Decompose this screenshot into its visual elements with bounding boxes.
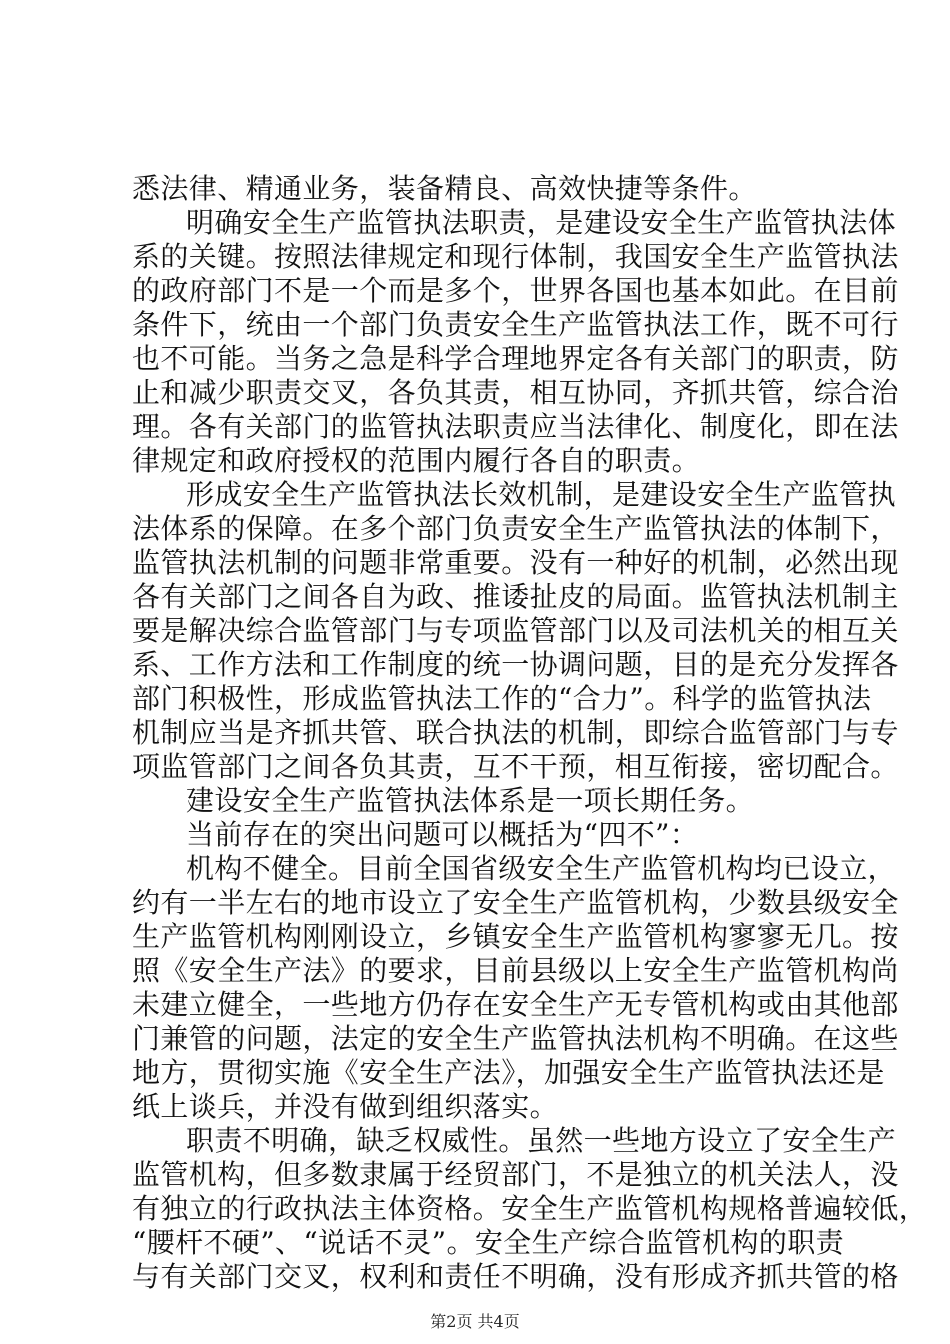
- paragraph-start-line: 明确安全生产监管执法职责，是建设安全生产监管执法体: [186, 206, 897, 239]
- text-line: 项监管部门之间各负其责，互不干预，相互衔接，密切配合。: [132, 750, 899, 783]
- text-line: 的政府部门不是一个而是多个，世界各国也基本如此。在目前: [132, 274, 899, 307]
- text-line: 未建立健全，一些地方仍存在安全生产无专管机构或由其他部: [132, 988, 899, 1021]
- text-line: 律规定和政府授权的范围内履行各自的职责。: [132, 444, 701, 477]
- text-line: 与有关部门交叉，权利和责任不明确，没有形成齐抓共管的格: [132, 1260, 899, 1293]
- text-line: 监管执法机制的问题非常重要。没有一种好的机制，必然出现: [132, 546, 899, 579]
- text-line: 生产监管机构刚刚设立，乡镇安全生产监管机构寥寥无几。按: [132, 920, 899, 953]
- paragraph-start-line: 机构不健全。目前全国省级安全生产监管机构均已设立，: [186, 852, 897, 885]
- paragraph-start-line: 建设安全生产监管执法体系是一项长期任务。: [186, 784, 755, 817]
- text-line: 系、工作方法和工作制度的统一协调问题，目的是充分发挥各: [132, 648, 899, 681]
- text-line: 照《安全生产法》的要求，目前县级以上安全生产监管机构尚: [132, 954, 899, 987]
- text-line: 止和减少职责交叉，各负其责，相互协同，齐抓共管，综合治: [132, 376, 899, 409]
- text-line: 机制应当是齐抓共管、联合执法的机制，即综合监管部门与专: [132, 716, 899, 749]
- text-line: 悉法律、精通业务，装备精良、高效快捷等条件。: [132, 172, 757, 205]
- paragraph-start-line: 形成安全生产监管执法长效机制，是建设安全生产监管执: [186, 478, 897, 511]
- page-footer: 第2页 共4页: [430, 1312, 520, 1331]
- text-line: 监管机构，但多数隶属于经贸部门，不是独立的机关法人，没: [132, 1158, 899, 1191]
- text-line: 也不可能。当务之急是科学合理地界定各有关部门的职责，防: [132, 342, 899, 375]
- text-line: 门兼管的问题，法定的安全生产监管执法机构不明确。在这些: [132, 1022, 899, 1055]
- text-line: “腰杆不硬”、“说话不灵”。安全生产综合监管机构的职责: [132, 1226, 845, 1259]
- text-line: 约有一半左右的地市设立了安全生产监管机构，少数县级安全: [132, 886, 899, 919]
- text-line: 各有关部门之间各自为政、推诿扯皮的局面。监管执法机制主: [132, 580, 899, 613]
- paragraph-start-line: 职责不明确，缺乏权威性。虽然一些地方设立了安全生产: [186, 1124, 897, 1157]
- text-line: 有独立的行政执法主体资格。安全生产监管机构规格普遍较低，: [132, 1192, 928, 1225]
- text-line: 纸上谈兵，并没有做到组织落实。: [132, 1090, 559, 1123]
- text-line: 要是解决综合监管部门与专项监管部门以及司法机关的相互关: [132, 614, 899, 647]
- text-line: 理。各有关部门的监管执法职责应当法律化、制度化，即在法: [132, 410, 899, 443]
- text-line: 条件下，统由一个部门负责安全生产监管执法工作，既不可行: [132, 308, 899, 341]
- text-line: 部门积极性，形成监管执法工作的“合力”。科学的监管执法: [132, 682, 872, 715]
- text-line: 系的关键。按照法律规定和现行体制，我国安全生产监管执法: [132, 240, 899, 273]
- paragraph-start-line: 当前存在的突出问题可以概括为“四不”：: [186, 818, 699, 851]
- text-line: 地方，贯彻实施《安全生产法》，加强安全生产监管执法还是: [132, 1056, 885, 1089]
- text-line: 法体系的保障。在多个部门负责安全生产监管执法的体制下，: [132, 512, 899, 545]
